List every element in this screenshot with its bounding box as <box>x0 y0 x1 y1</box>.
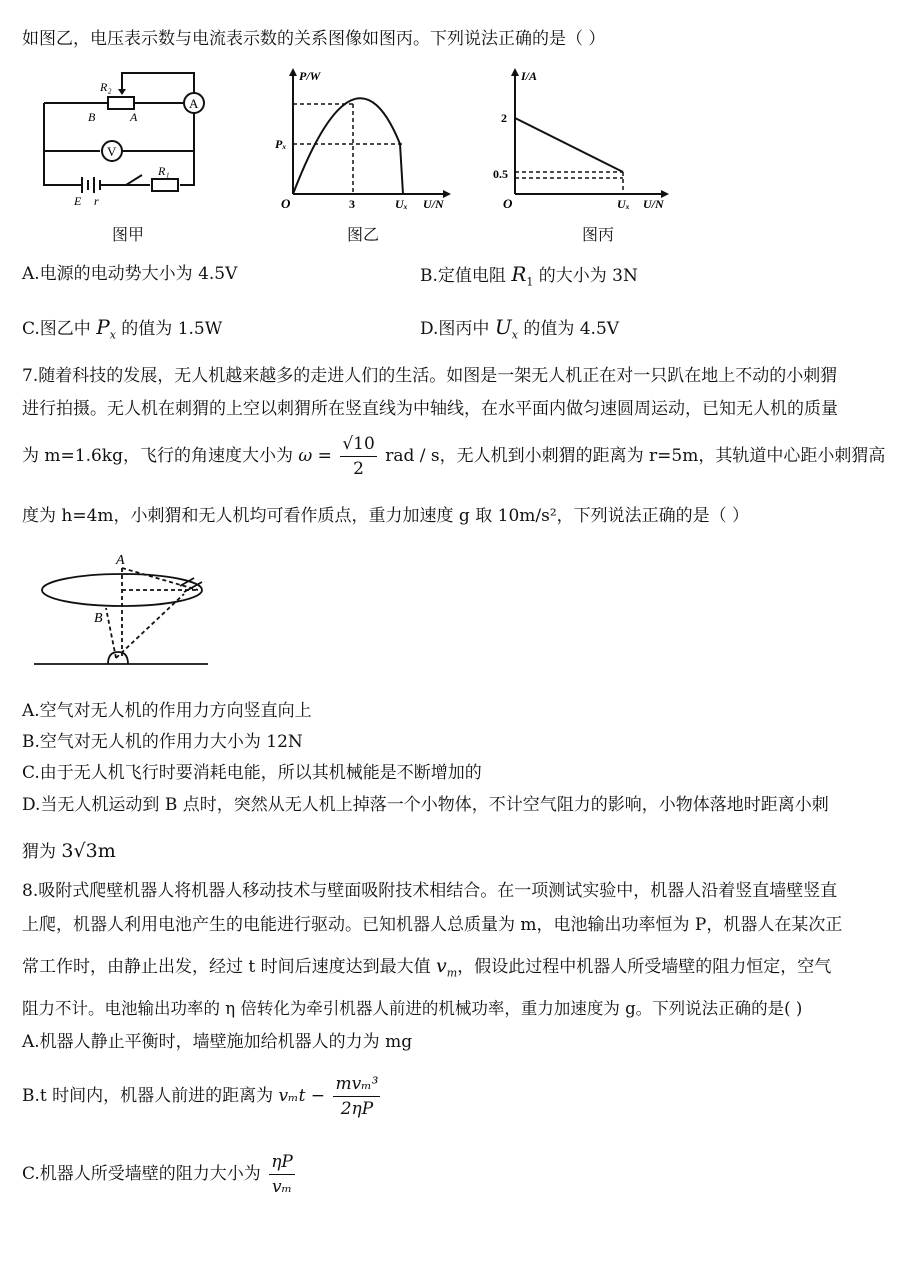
q8-option-c-den: vₘ <box>272 1177 293 1197</box>
bing-tick-05: 0.5 <box>493 167 508 181</box>
q6-option-b-sub: 1 <box>526 275 534 289</box>
jia-label-r: r <box>94 194 99 205</box>
figure-yi-graph <box>275 62 465 212</box>
q7-option-d-pre: 猬为 <box>22 842 62 862</box>
q8-option-b[interactable] <box>22 1070 383 1122</box>
q8-option-b-den: 2ηP <box>340 1099 374 1119</box>
q7-frac-den: 2 <box>353 459 364 479</box>
q7-frac-unit: rad / s <box>385 446 440 466</box>
figure-bing-caption: 图丙 <box>582 225 615 244</box>
jia-voltmeter-label: V <box>107 144 117 159</box>
q8-option-b-expr: vₘt − <box>278 1086 326 1106</box>
q8-stem-line-3 <box>22 955 831 984</box>
jia-label-a: A <box>130 110 138 124</box>
q8-line3-post: ，假设此过程中机器人所受墙壁的阻力恒定，空气 <box>457 957 832 977</box>
q7-option-a[interactable]: A.空气对无人机的作用力方向竖直向上 <box>22 701 312 721</box>
intro-line: 如图乙，电压表示数与电流表示数的关系图像如图丙。下列说法正确的是（ ） <box>22 29 606 49</box>
q6-option-d-sub: x <box>511 328 518 342</box>
bing-y-axis-label: I/A <box>521 69 538 83</box>
yi-x-axis-label: U/N <box>423 197 444 211</box>
q7-stem-line-4: 度为 h=4m，小刺猬和无人机均可看作质点，重力加速度 g 取 10m/s²，下列说法正确的是（ ） <box>22 506 750 526</box>
q8-line3-var: v <box>436 955 447 977</box>
figure-jia-circuit <box>30 65 220 205</box>
figure-yi-caption: 图乙 <box>347 225 380 244</box>
q7-figure-label-a: A <box>116 553 125 568</box>
q6-option-d-post: 的值为 4.5V <box>517 319 620 339</box>
q6-option-c-var: P <box>96 315 110 339</box>
q7-omega-fraction <box>340 432 376 481</box>
yi-origin: O <box>281 196 291 211</box>
yi-tick-3: 3 <box>349 197 355 211</box>
q7-option-d-value: 3√3m <box>61 840 116 862</box>
q7-stem-line-2: 进行拍摄。无人机在刺猬的上空以刺猬所在竖直线为中轴线，在水平面内做匀速圆周运动，已知无人机的质量 <box>22 399 838 419</box>
q6-option-d-var: U <box>494 315 512 339</box>
q8-option-c[interactable] <box>22 1148 298 1200</box>
figure-bing-graph <box>493 62 683 212</box>
bing-tick-2: 2 <box>501 111 507 125</box>
jia-label-r1: R₁ <box>158 164 170 178</box>
q8-option-c-num: ηP <box>269 1150 295 1175</box>
q7-stem-line-3 <box>22 432 885 481</box>
q6-option-c-pre: C.图乙中 <box>22 319 97 339</box>
q8-line3-sub: m <box>446 966 458 980</box>
jia-label-b: B <box>88 110 96 124</box>
yi-px-label: Pₓ <box>275 137 287 151</box>
q7-omega: ω = <box>298 446 332 466</box>
q7-option-d-line-1[interactable]: D.当无人机运动到 B 点时，突然从无人机上掉落一个小物体，不计空气阻力的影响，小物体落地时距离小刺 <box>22 795 829 815</box>
q7-line3-pre: 为 m=1.6kg，飞行的角速度大小为 <box>22 446 293 466</box>
q6-option-c-sub: x <box>109 328 116 342</box>
q6-option-c-post: 的值为 1.5W <box>115 319 223 339</box>
q8-option-c-pre: C.机器人所受墙壁的阻力大小为 <box>22 1164 261 1184</box>
q6-option-a[interactable]: A.电源的电动势大小为 4.5V <box>22 264 238 284</box>
bing-ux-label: Uₓ <box>617 197 630 211</box>
q8-line3-pre: 常工作时，由静止出发，经过 t 时间后速度达到最大值 <box>22 957 437 977</box>
q6-option-b[interactable] <box>420 263 638 293</box>
q8-option-b-num: mvₘ³ <box>333 1072 380 1097</box>
q6-option-b-post: 的大小为 3N <box>533 266 638 286</box>
q6-option-b-pre: B.定值电阻 <box>420 266 512 286</box>
q7-figure-label-b: B <box>94 611 103 626</box>
q8-stem-line-2: 上爬，机器人利用电池产生的电能进行驱动。已知机器人总质量为 m，电池输出功率恒为 P，机器人在某次正 <box>22 915 843 935</box>
yi-ux-label: Uₓ <box>395 197 408 211</box>
q7-option-c[interactable]: C.由于无人机飞行时要消耗电能，所以其机械能是不断增加的 <box>22 763 482 783</box>
q7-stem-line-1: 7.随着科技的发展，无人机越来越多的走进人们的生活。如图是一架无人机正在对一只趴在地上不动的小刺猬 <box>22 366 838 386</box>
bing-x-axis-label: U/N <box>643 197 664 211</box>
q7-drone-figure <box>22 548 212 678</box>
q8-option-b-fraction <box>333 1072 380 1121</box>
jia-label-e: E <box>74 194 82 205</box>
jia-ammeter-label: A <box>189 96 199 111</box>
yi-y-axis-label: P/W <box>299 69 321 83</box>
q7-option-d-line-2[interactable] <box>22 840 116 863</box>
q7-line3-post: ，无人机到小刺猬的距离为 r=5m，其轨道中心距小刺猬高 <box>439 446 886 466</box>
q8-stem-line-4: 阻力不计。电池输出功率的 η 倍转化为牵引机器人前进的机械功率，重力加速度为 g。下列说法正确的是( ) <box>22 999 803 1018</box>
figure-jia-caption: 图甲 <box>112 225 145 244</box>
bing-origin: O <box>503 196 513 211</box>
q7-option-b[interactable]: B.空气对无人机的作用力大小为 12N <box>22 732 303 752</box>
q8-option-b-pre: B.t 时间内，机器人前进的距离为 <box>22 1086 274 1106</box>
jia-label-r2: R₂ <box>100 80 112 94</box>
q8-option-a[interactable]: A.机器人静止平衡时，墙壁施加给机器人的力为 mg <box>22 1032 413 1052</box>
q6-option-b-var: R <box>511 262 527 286</box>
q7-frac-num: √10 <box>340 432 376 457</box>
q6-option-c[interactable] <box>22 316 222 346</box>
q6-option-d-pre: D.图丙中 <box>420 319 495 339</box>
q6-option-d[interactable] <box>420 316 619 346</box>
q8-stem-line-1: 8.吸附式爬壁机器人将机器人移动技术与壁面吸附技术相结合。在一项测试实验中，机器人沿着竖直墙壁竖直 <box>22 881 838 901</box>
q8-option-c-fraction <box>269 1150 295 1199</box>
